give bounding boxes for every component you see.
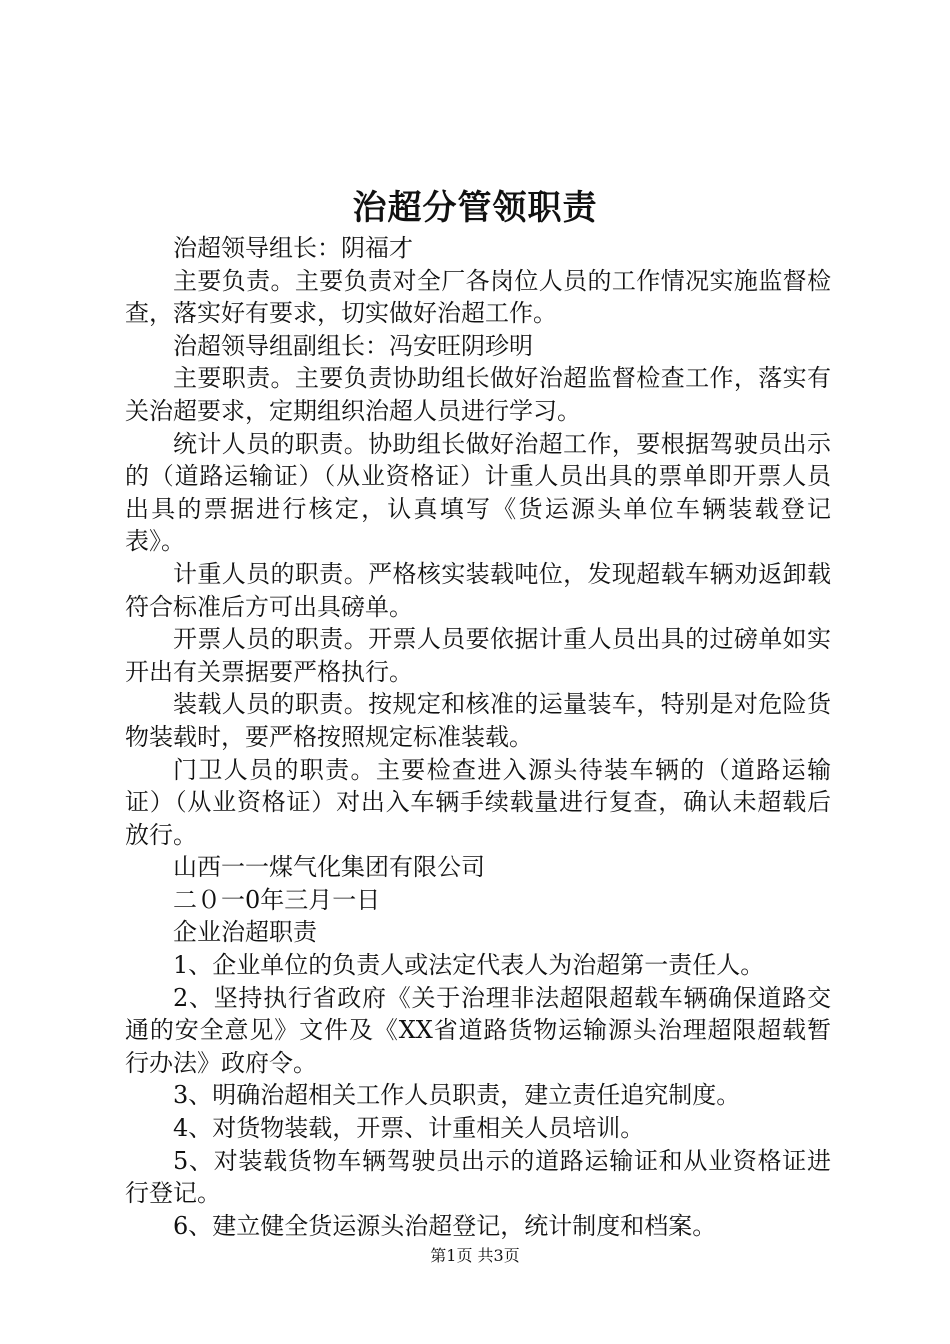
document-body	[125, 232, 831, 1242]
paragraph: 门卫人员的职责。主要检查进入源头待装车辆的（道路运输证）（从业资格证）对出入车辆手续载量进行复查，确认未超载后放行。	[125, 755, 831, 849]
paragraph: 治超领导组副组长：冯安旺阴珍明	[173, 331, 533, 360]
paragraph: 计重人员的职责。严格核实装载吨位，发现超载车辆劝返卸载符合标准后方可出具磅单。	[125, 559, 831, 621]
paragraph: 企业治超职责	[173, 918, 317, 947]
paragraph: 装载人员的职责。按规定和核准的运量装车，特别是对危险货物装载时，要严格按照规定标准装载。	[125, 690, 831, 751]
paragraph: 开票人员的职责。开票人员要依据计重人员出具的过磅单如实开出有关票据要严格执行。	[125, 625, 831, 686]
paragraph: 4、对货物装载，开票、计重相关人员培训。	[173, 1114, 645, 1143]
paragraph: 统计人员的职责。协助组长做好治超工作，要根据驾驶员出示的（道路运输证）（从业资格证）计重人员出具的票单即开票人员出具的票据进行核定，认真填写《货运源头单位车辆装载登记表》。	[125, 429, 831, 556]
paragraph: 3、明确治超相关工作人员职责，建立责任追究制度。	[173, 1081, 741, 1110]
page-footer: 第1页 共3页	[430, 1246, 520, 1265]
paragraph: 2、坚持执行省政府《关于治理非法超限超载车辆确保道路交通的安全意见》文件及《XX省道路货物运输源头治理超限超载暂行办法》政府令。	[125, 983, 831, 1077]
paragraph: 5、对装载货物车辆驾驶员出示的道路运输证和从业资格证进行登记。	[125, 1146, 831, 1208]
paragraph: 治超领导组长：阴福才	[173, 234, 413, 262]
paragraph: 1、企业单位的负责人或法定代表人为治超第一责任人。	[173, 951, 765, 980]
page-title: 治超分管领职责	[352, 188, 598, 228]
paragraph: 二０一0年三月一日	[173, 885, 381, 914]
paragraph: 主要负责。主要负责对全厂各岗位人员的工作情况实施监督检查，落实好有要求，切实做好治超工作。	[125, 266, 831, 328]
paragraph: 6、建立健全货运源头治超登记，统计制度和档案。	[173, 1211, 717, 1240]
paragraph: 山西一一煤气化集团有限公司	[173, 853, 485, 882]
paragraph: 主要职责。主要负责协助组长做好治超监督检查工作，落实有关治超要求，定期组织治超人员进行学习。	[125, 364, 831, 425]
